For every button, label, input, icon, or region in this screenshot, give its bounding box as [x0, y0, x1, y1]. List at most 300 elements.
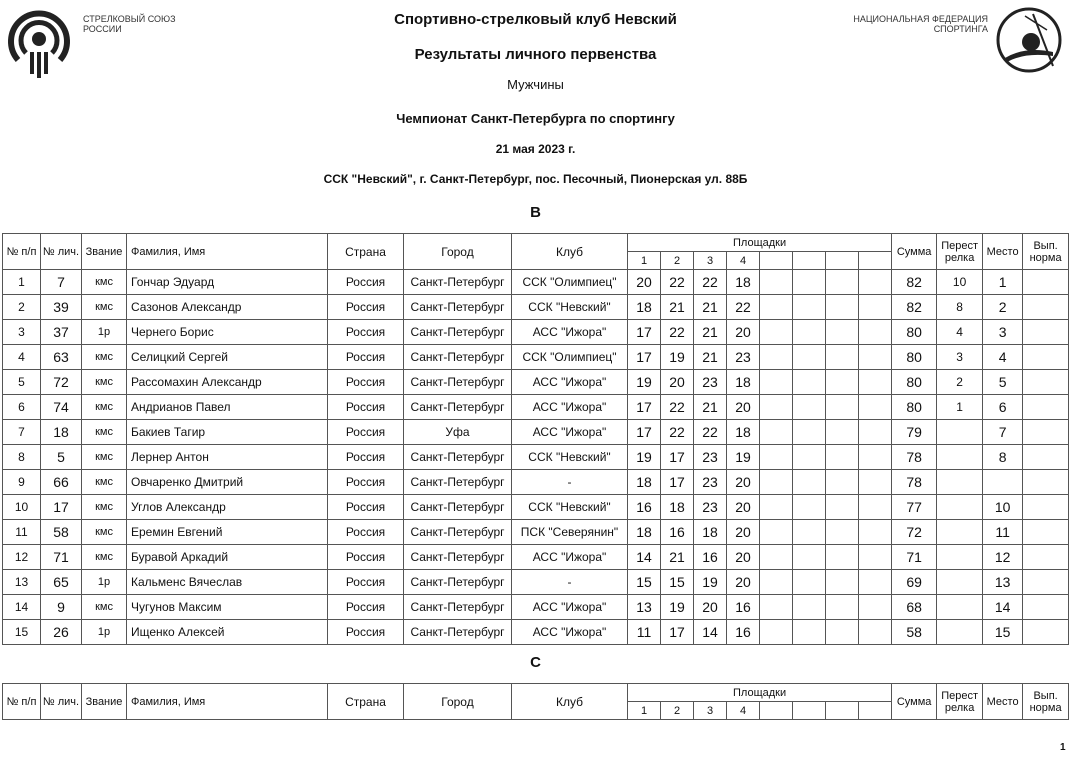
table-row — [3, 345, 1069, 370]
header-pp: № п/п — [3, 234, 41, 270]
cell-rank: кмс — [82, 595, 127, 620]
cell-station-score — [760, 370, 793, 395]
cell-pp: 11 — [3, 520, 41, 545]
cell-rank: кмс — [82, 270, 127, 295]
cell-place: 2 — [983, 295, 1023, 320]
table-row — [3, 520, 1069, 545]
cell-country: Россия — [328, 445, 404, 470]
cell-sum: 71 — [892, 545, 937, 570]
cell-station-score — [826, 595, 859, 620]
cell-station-score — [793, 445, 826, 470]
station-number — [760, 252, 793, 270]
cell-shootoff — [937, 495, 983, 520]
header-club: Клуб — [512, 684, 628, 720]
cell-station-score — [793, 295, 826, 320]
station-number — [859, 702, 892, 720]
cell-city: Санкт-Петербург — [404, 570, 512, 595]
cell-shootoff: 8 — [937, 295, 983, 320]
cell-name: Кальменс Вячеслав — [127, 570, 328, 595]
cell-place: 14 — [983, 595, 1023, 620]
cell-country: Россия — [328, 620, 404, 645]
cell-station-score: 23 — [694, 445, 727, 470]
table-row — [3, 370, 1069, 395]
cell-station-score — [760, 570, 793, 595]
cell-pp: 10 — [3, 495, 41, 520]
cell-place: 11 — [983, 520, 1023, 545]
cell-station-score — [826, 495, 859, 520]
header-pp: № п/п — [3, 684, 41, 720]
cell-station-score — [859, 470, 892, 495]
cell-station-score: 20 — [727, 395, 760, 420]
cell-lich: 58 — [41, 520, 82, 545]
cell-country: Россия — [328, 570, 404, 595]
cell-station-score: 21 — [694, 320, 727, 345]
cell-station-score: 23 — [694, 495, 727, 520]
cell-place: 6 — [983, 395, 1023, 420]
cell-sum: 78 — [892, 445, 937, 470]
cell-club: АСС "Ижора" — [512, 620, 628, 645]
cell-station-score: 19 — [727, 445, 760, 470]
cell-place: 15 — [983, 620, 1023, 645]
org-left-name: СТРЕЛКОВЫЙ СОЮЗ РОССИИ — [83, 14, 176, 34]
header-sum: Сумма — [892, 234, 937, 270]
station-number: 1 — [628, 702, 661, 720]
header-row — [3, 234, 1069, 252]
header-name: Фамилия, Имя — [127, 684, 328, 720]
cell-lich: 5 — [41, 445, 82, 470]
cell-norm — [1023, 295, 1069, 320]
cell-shootoff — [937, 545, 983, 570]
cell-rank: кмс — [82, 345, 127, 370]
cell-station-score — [760, 320, 793, 345]
header-country: Страна — [328, 234, 404, 270]
cell-rank: 1р — [82, 320, 127, 345]
page-number: 1 — [1060, 742, 1066, 753]
cell-pp: 14 — [3, 595, 41, 620]
cell-station-score: 17 — [628, 395, 661, 420]
cell-name: Буравой Аркадий — [127, 545, 328, 570]
cell-station-score: 20 — [727, 570, 760, 595]
station-number — [826, 252, 859, 270]
cell-lich: 17 — [41, 495, 82, 520]
org-right-name: НАЦИОНАЛЬНАЯ ФЕДЕРАЦИЯ СПОРТИНГА — [853, 14, 988, 34]
cell-country: Россия — [328, 395, 404, 420]
table-row — [3, 570, 1069, 595]
header-lich: № лич. — [41, 234, 82, 270]
cell-station-score: 19 — [694, 570, 727, 595]
cell-norm — [1023, 520, 1069, 545]
station-number: 1 — [628, 252, 661, 270]
cell-norm — [1023, 370, 1069, 395]
cell-name: Бакиев Тагир — [127, 420, 328, 445]
cell-station-score: 17 — [628, 320, 661, 345]
header-norm: Вып. норма — [1023, 234, 1069, 270]
cell-lich: 18 — [41, 420, 82, 445]
cell-station-score: 17 — [661, 620, 694, 645]
cell-lich: 7 — [41, 270, 82, 295]
cell-station-score: 20 — [727, 470, 760, 495]
station-number: 2 — [661, 252, 694, 270]
header-city: Город — [404, 684, 512, 720]
cell-shootoff: 2 — [937, 370, 983, 395]
cell-station-score — [826, 370, 859, 395]
cell-country: Россия — [328, 520, 404, 545]
cell-shootoff — [937, 445, 983, 470]
header-norm: Вып. норма — [1023, 684, 1069, 720]
cell-shootoff — [937, 470, 983, 495]
cell-lich: 63 — [41, 345, 82, 370]
cell-club: АСС "Ижора" — [512, 370, 628, 395]
cell-name: Лернер Антон — [127, 445, 328, 470]
table-row — [3, 545, 1069, 570]
cell-country: Россия — [328, 320, 404, 345]
cell-station-score — [793, 270, 826, 295]
cell-station-score: 17 — [661, 445, 694, 470]
cell-station-score: 18 — [628, 520, 661, 545]
table-row — [3, 270, 1069, 295]
cell-station-score — [793, 620, 826, 645]
cell-rank: 1р — [82, 620, 127, 645]
cell-place: 13 — [983, 570, 1023, 595]
cell-place: 12 — [983, 545, 1023, 570]
cell-norm — [1023, 320, 1069, 345]
cell-city: Санкт-Петербург — [404, 620, 512, 645]
cell-club: АСС "Ижора" — [512, 545, 628, 570]
cell-pp: 9 — [3, 470, 41, 495]
cell-norm — [1023, 495, 1069, 520]
cell-station-score: 16 — [727, 620, 760, 645]
cell-station-score: 21 — [694, 395, 727, 420]
cell-norm — [1023, 270, 1069, 295]
cell-station-score — [793, 470, 826, 495]
class-heading-b: B — [530, 204, 541, 221]
cell-station-score: 16 — [694, 545, 727, 570]
cell-station-score — [859, 620, 892, 645]
cell-city: Санкт-Петербург — [404, 295, 512, 320]
cell-sum: 69 — [892, 570, 937, 595]
cell-city: Санкт-Петербург — [404, 345, 512, 370]
cell-place: 3 — [983, 320, 1023, 345]
cell-country: Россия — [328, 545, 404, 570]
cell-norm — [1023, 620, 1069, 645]
cell-station-score — [859, 445, 892, 470]
header-row — [3, 684, 1069, 702]
cell-shootoff — [937, 520, 983, 545]
cell-station-score — [859, 520, 892, 545]
cell-sum: 82 — [892, 270, 937, 295]
cell-station-score — [793, 370, 826, 395]
cell-station-score: 18 — [727, 270, 760, 295]
cell-sum: 58 — [892, 620, 937, 645]
cell-station-score: 22 — [727, 295, 760, 320]
cell-pp: 15 — [3, 620, 41, 645]
cell-station-score — [826, 395, 859, 420]
cell-station-score — [760, 545, 793, 570]
cell-station-score — [760, 270, 793, 295]
cell-lich: 9 — [41, 595, 82, 620]
cell-sum: 68 — [892, 595, 937, 620]
station-number: 3 — [694, 252, 727, 270]
cell-club: АСС "Ижора" — [512, 595, 628, 620]
cell-pp: 3 — [3, 320, 41, 345]
cell-sum: 80 — [892, 320, 937, 345]
header-shootoff: Перест релка — [937, 684, 983, 720]
cell-station-score: 19 — [661, 595, 694, 620]
cell-station-score — [859, 295, 892, 320]
cell-norm — [1023, 570, 1069, 595]
cell-station-score: 20 — [727, 320, 760, 345]
cell-rank: кмс — [82, 495, 127, 520]
cell-place: 8 — [983, 445, 1023, 470]
cell-station-score: 21 — [661, 545, 694, 570]
event-location: ССК "Невский", г. Санкт-Петербург, пос. Песочный, Пионерская ул. 88Б — [323, 172, 748, 186]
table-row — [3, 420, 1069, 445]
cell-sum: 78 — [892, 470, 937, 495]
station-number — [793, 252, 826, 270]
cell-country: Россия — [328, 295, 404, 320]
cell-station-score — [760, 520, 793, 545]
cell-station-score: 16 — [628, 495, 661, 520]
cell-name: Андрианов Павел — [127, 395, 328, 420]
cell-place: 7 — [983, 420, 1023, 445]
cell-station-score — [859, 370, 892, 395]
cell-station-score — [826, 345, 859, 370]
table-row — [3, 445, 1069, 470]
cell-rank: кмс — [82, 520, 127, 545]
header-place: Место — [983, 684, 1023, 720]
cell-station-score — [859, 420, 892, 445]
cell-city: Санкт-Петербург — [404, 370, 512, 395]
header-place: Место — [983, 234, 1023, 270]
cell-station-score: 17 — [661, 470, 694, 495]
cell-place: 10 — [983, 495, 1023, 520]
results-table-class-c — [2, 683, 1069, 720]
cell-place: 4 — [983, 345, 1023, 370]
cell-rank: 1р — [82, 570, 127, 595]
table-row — [3, 595, 1069, 620]
station-number: 4 — [727, 252, 760, 270]
header-stations: Площадки — [628, 234, 892, 252]
cell-station-score: 20 — [727, 520, 760, 545]
cell-station-score: 22 — [694, 420, 727, 445]
cell-lich: 72 — [41, 370, 82, 395]
club-title: Спортивно-стрелковый клуб Невский — [394, 11, 677, 28]
cell-name: Рассомахин Александр — [127, 370, 328, 395]
cell-station-score: 18 — [628, 295, 661, 320]
cell-station-score — [859, 495, 892, 520]
cell-station-score: 13 — [628, 595, 661, 620]
cell-station-score: 23 — [694, 470, 727, 495]
cell-station-score: 21 — [694, 295, 727, 320]
cell-place — [983, 470, 1023, 495]
cell-pp: 4 — [3, 345, 41, 370]
cell-station-score — [826, 470, 859, 495]
cell-sum: 82 — [892, 295, 937, 320]
cell-station-score: 19 — [661, 345, 694, 370]
header-name: Фамилия, Имя — [127, 234, 328, 270]
cell-club: ССК "Олимпиец" — [512, 345, 628, 370]
cell-station-score — [760, 295, 793, 320]
cell-sum: 80 — [892, 395, 937, 420]
cell-sum: 80 — [892, 345, 937, 370]
cell-sum: 80 — [892, 370, 937, 395]
cell-sum: 72 — [892, 520, 937, 545]
cell-shootoff: 1 — [937, 395, 983, 420]
cell-station-score: 20 — [628, 270, 661, 295]
cell-place: 5 — [983, 370, 1023, 395]
table-row — [3, 320, 1069, 345]
station-number: 2 — [661, 702, 694, 720]
cell-club: ПСК "Северянин" — [512, 520, 628, 545]
cell-station-score: 20 — [727, 495, 760, 520]
cell-norm — [1023, 445, 1069, 470]
cell-rank: кмс — [82, 395, 127, 420]
cell-station-score: 22 — [661, 270, 694, 295]
cell-shootoff: 3 — [937, 345, 983, 370]
cell-station-score — [859, 395, 892, 420]
cell-lich: 74 — [41, 395, 82, 420]
cell-station-score — [859, 595, 892, 620]
cell-station-score: 22 — [661, 395, 694, 420]
cell-lich: 37 — [41, 320, 82, 345]
header-club: Клуб — [512, 234, 628, 270]
cell-place: 1 — [983, 270, 1023, 295]
cell-station-score — [859, 570, 892, 595]
cell-name: Углов Александр — [127, 495, 328, 520]
cell-station-score — [760, 470, 793, 495]
cell-country: Россия — [328, 420, 404, 445]
cell-station-score — [760, 395, 793, 420]
cell-country: Россия — [328, 270, 404, 295]
cell-shootoff — [937, 420, 983, 445]
header-rank: Звание — [82, 234, 127, 270]
cell-station-score — [793, 520, 826, 545]
cell-station-score — [826, 270, 859, 295]
cell-station-score: 22 — [661, 420, 694, 445]
cell-station-score: 19 — [628, 370, 661, 395]
cell-pp: 12 — [3, 545, 41, 570]
cell-station-score — [793, 545, 826, 570]
table-row — [3, 495, 1069, 520]
header-stations: Площадки — [628, 684, 892, 702]
cell-station-score: 18 — [694, 520, 727, 545]
cell-norm — [1023, 470, 1069, 495]
cell-station-score: 23 — [727, 345, 760, 370]
cell-shootoff: 4 — [937, 320, 983, 345]
cell-city: Санкт-Петербург — [404, 595, 512, 620]
cell-station-score — [859, 320, 892, 345]
cell-shootoff — [937, 620, 983, 645]
cell-city: Санкт-Петербург — [404, 270, 512, 295]
class-heading-c: C — [530, 654, 541, 671]
cell-country: Россия — [328, 470, 404, 495]
cell-name: Еремин Евгений — [127, 520, 328, 545]
table-row — [3, 295, 1069, 320]
cell-city: Санкт-Петербург — [404, 520, 512, 545]
cell-station-score — [760, 345, 793, 370]
cell-rank: кмс — [82, 470, 127, 495]
cell-pp: 7 — [3, 420, 41, 445]
cell-station-score: 18 — [727, 370, 760, 395]
cell-country: Россия — [328, 595, 404, 620]
cell-city: Санкт-Петербург — [404, 470, 512, 495]
cell-name: Селицкий Сергей — [127, 345, 328, 370]
cell-rank: кмс — [82, 295, 127, 320]
cell-station-score: 18 — [727, 420, 760, 445]
cell-pp: 13 — [3, 570, 41, 595]
cell-pp: 5 — [3, 370, 41, 395]
championship-title: Чемпионат Санкт-Петербурга по спортингу — [396, 111, 675, 126]
cell-station-score: 14 — [628, 545, 661, 570]
cell-station-score — [826, 295, 859, 320]
cell-sum: 79 — [892, 420, 937, 445]
cell-norm — [1023, 345, 1069, 370]
cell-lich: 39 — [41, 295, 82, 320]
cell-country: Россия — [328, 370, 404, 395]
cell-club: АСС "Ижора" — [512, 320, 628, 345]
event-date: 21 мая 2023 г. — [495, 142, 576, 156]
cell-name: Ищенко Алексей — [127, 620, 328, 645]
cell-name: Сазонов Александр — [127, 295, 328, 320]
cell-station-score — [826, 420, 859, 445]
gender-category: Мужчины — [507, 77, 564, 92]
cell-station-score: 18 — [628, 470, 661, 495]
cell-country: Россия — [328, 495, 404, 520]
cell-station-score: 17 — [628, 345, 661, 370]
cell-city: Санкт-Петербург — [404, 395, 512, 420]
cell-pp: 1 — [3, 270, 41, 295]
cell-lich: 71 — [41, 545, 82, 570]
cell-station-score — [793, 420, 826, 445]
cell-rank: кмс — [82, 545, 127, 570]
cell-shootoff — [937, 570, 983, 595]
station-number — [859, 252, 892, 270]
table-row — [3, 620, 1069, 645]
results-title: Результаты личного первенства — [414, 46, 657, 63]
cell-norm — [1023, 545, 1069, 570]
cell-club: ССК "Невский" — [512, 445, 628, 470]
header-shootoff: Перест релка — [937, 234, 983, 270]
cell-rank: кмс — [82, 420, 127, 445]
cell-station-score: 22 — [694, 270, 727, 295]
cell-station-score — [760, 620, 793, 645]
cell-station-score — [859, 345, 892, 370]
header-city: Город — [404, 234, 512, 270]
cell-station-score — [793, 595, 826, 620]
cell-city: Уфа — [404, 420, 512, 445]
cell-station-score: 22 — [661, 320, 694, 345]
cell-name: Овчаренко Дмитрий — [127, 470, 328, 495]
header-sum: Сумма — [892, 684, 937, 720]
cell-station-score: 21 — [661, 295, 694, 320]
cell-shootoff: 10 — [937, 270, 983, 295]
cell-station-score: 20 — [694, 595, 727, 620]
cell-station-score: 23 — [694, 370, 727, 395]
cell-station-score: 16 — [727, 595, 760, 620]
cell-club: ССК "Олимпиец" — [512, 270, 628, 295]
cell-norm — [1023, 420, 1069, 445]
header-rank: Звание — [82, 684, 127, 720]
cell-pp: 2 — [3, 295, 41, 320]
cell-lich: 26 — [41, 620, 82, 645]
cell-station-score — [826, 320, 859, 345]
cell-club: ССК "Невский" — [512, 295, 628, 320]
cell-station-score: 20 — [661, 370, 694, 395]
cell-station-score: 18 — [661, 495, 694, 520]
results-table-class-b — [2, 233, 1069, 645]
cell-station-score — [793, 570, 826, 595]
cell-lich: 66 — [41, 470, 82, 495]
